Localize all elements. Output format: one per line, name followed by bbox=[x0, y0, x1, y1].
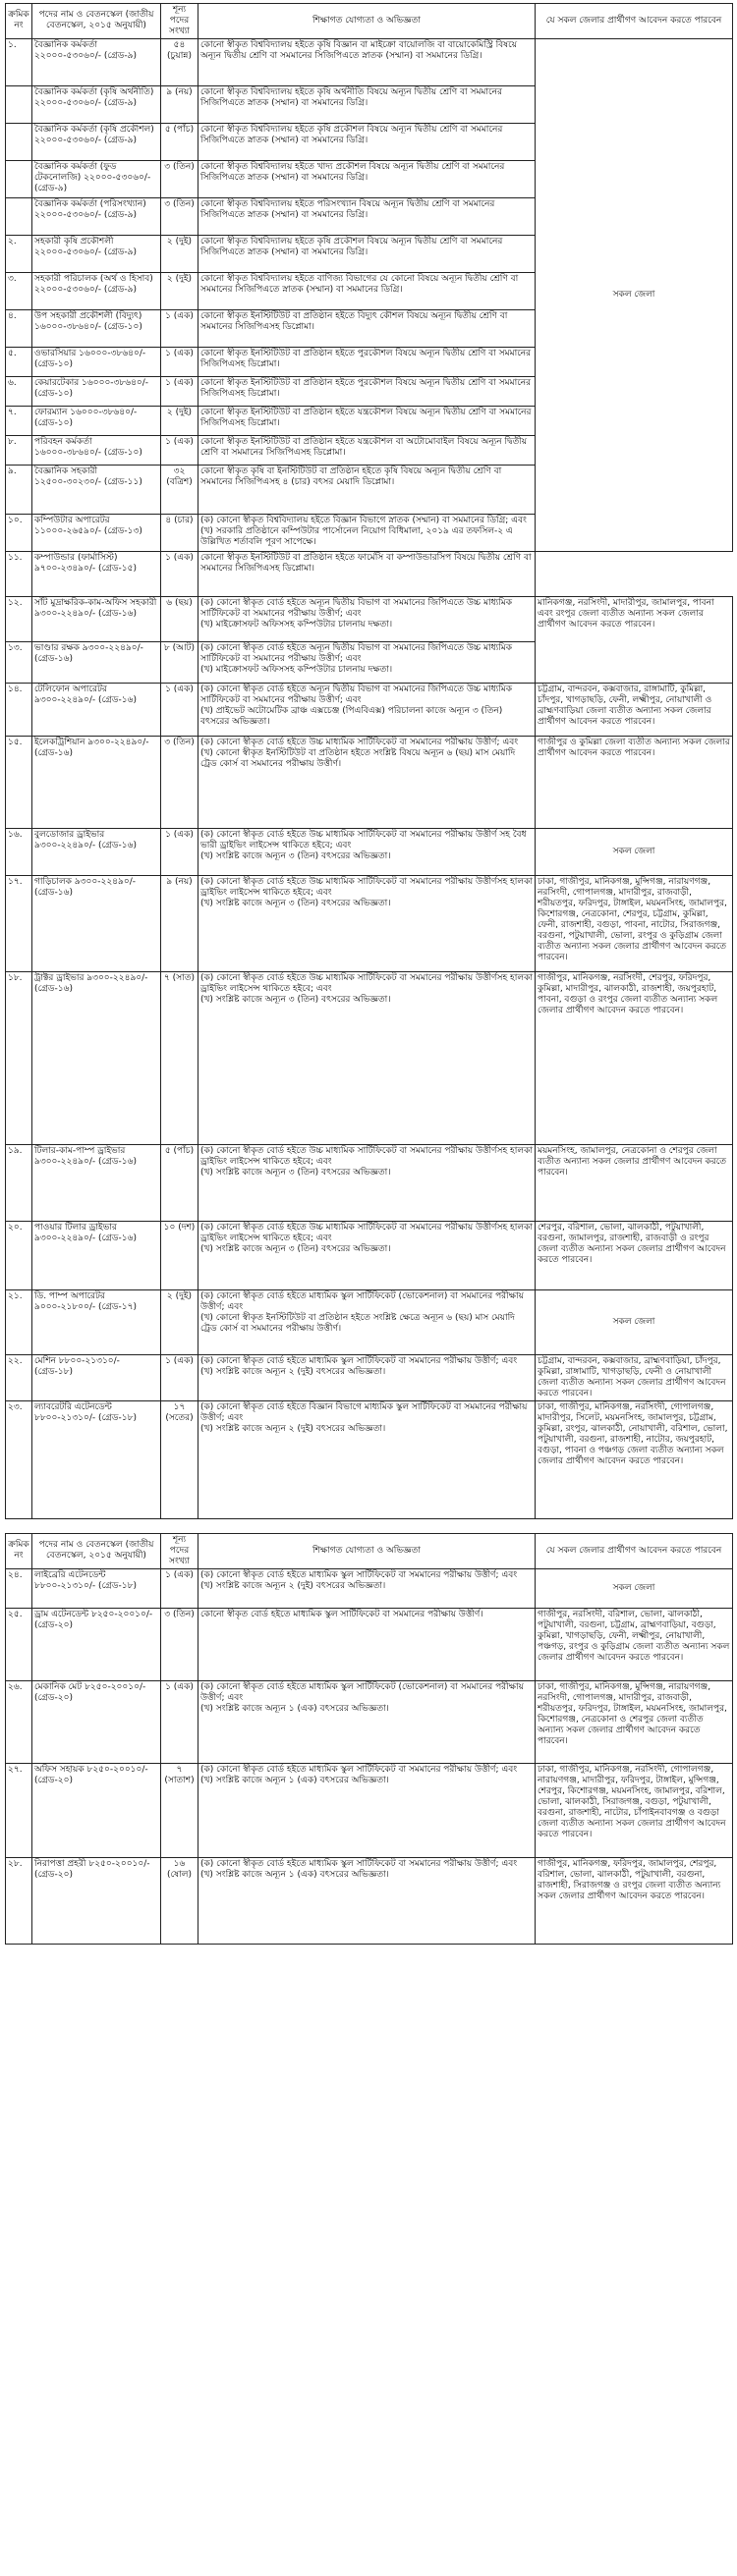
district-cell: গাজীপুর, নরসিংদী, বরিশাল, ভোলা, ঝালকাঠী, পটুয়াখালী, বরগুনা, চট্টগ্রাম, ব্রাহ্মণবাড়িয়া, বগুড়া, কুমিল্লা, খাগড়াছড়ি, ফেনী, লক্ষ্মীপুর, নোয়াখালী, পঞ্চগড়, রংপুর ও কুড়িগ্রাম জেলা ব্যতীত অন্যান্য সকল জেলার প্রার্থীগণ আবেদন করতে পারবেন। bbox=[536, 1608, 733, 1680]
qualification-cell: কোনো স্বীকৃত বিশ্ববিদ্যালয় হইতে কৃষি প্রকৌশল বিষয়ে অন্যূন দ্বিতীয় শ্রেণি বা সমমানের সিজিপিএতে স্নাতক (সম্মান) বা সমমানের ডিগ্রি। bbox=[198, 235, 536, 272]
header-serial: ক্রমিক নং bbox=[6, 4, 32, 39]
table-row bbox=[6, 596, 733, 641]
post-cell: ল্যাবরেটরি এটেনডেন্ট ৮৮০০-২১৩১০/- (গ্রেড-১৮) bbox=[32, 1400, 161, 1518]
district-cell: সকল জেলা bbox=[536, 38, 733, 551]
qualification-cell: কোনো স্বীকৃত বিশ্ববিদ্যালয় হইতে পরিসংখ্যান বিষয়ে অন্যূন দ্বিতীয় শ্রেণি বা সমমানের সিজিপিএতে স্নাতক (সম্মান) বা সমমানের ডিগ্রি। bbox=[198, 197, 536, 235]
post-cell: ইলেকট্রিশিয়ান ৯৩০০-২২৪৯০/- (গ্রেড-১৬) bbox=[32, 736, 161, 828]
count-cell: ১ (এক) bbox=[161, 309, 198, 347]
post-cell: বৈজ্ঞানিক কর্মকর্তা ২২০০০-৫৩০৬০/- (গ্রেড-৯) bbox=[32, 38, 161, 85]
post-cell: মেকানিক মেট ৮২৫০-২০০১০/- (গ্রেড-২০) bbox=[32, 1680, 161, 1763]
count-cell: ১ (এক) bbox=[161, 828, 198, 875]
header-post: পদের নাম ও বেতনস্কেল (জাতীয় বেতনস্কেল, ২০১৫ অনুযায়ী) bbox=[32, 1533, 161, 1568]
post-cell: বৈজ্ঞানিক সহকারী ১২৫০০-৩০২৩০/- (গ্রেড-১১) bbox=[32, 465, 161, 514]
qualification-cell: কোনো স্বীকৃত কৃষি বা ইনস্টিটিউট বা প্রতিষ্ঠান হইতে কৃষি বিষয়ে অন্যূন দ্বিতীয় শ্রেণি বা সমমানের সিজিপিএসহ ৪ (চার) বৎসর মেয়াদি ডিপ্লোমা। bbox=[198, 465, 536, 514]
count-cell: ৫ (পাঁচ) bbox=[161, 1144, 198, 1221]
serial-cell bbox=[6, 123, 32, 160]
qualification-cell: কোনো স্বীকৃত বিশ্ববিদ্যালয় হইতে কৃষি বিজ্ঞান বা মাইক্রো বায়োলজি বা বায়োকেমিস্ট্রি বিষয়ে অন্যূন দ্বিতীয় শ্রেণি বা সমমানের সিজিপিএতে স্নাতক (সম্মান) বা সমমানের ডিগ্রি। bbox=[198, 38, 536, 85]
table-row bbox=[6, 971, 733, 1144]
district-cell: গাজীপুর, মানিকগঞ্জ, ফরিদপুর, জামালপুর, শেরপুর, বরিশাল, ভোলা, ঝালকাঠী, পটুয়াখালী, বরগুনা, রাজশাহী, সিরাজগঞ্জ ও রংপুর জেলা ব্যতীত অন্যান্য সকল জেলার প্রার্থীগণ আবেদন করতে পারবেন। bbox=[536, 1857, 733, 1944]
recruitment-notice bbox=[5, 3, 732, 1945]
serial-cell: ১২. bbox=[6, 596, 32, 641]
serial-cell: ২. bbox=[6, 235, 32, 272]
post-cell: নিরাপত্তা প্রহরী ৮২৫০-২০০১০/- (গ্রেড-২০) bbox=[32, 1857, 161, 1944]
district-cell: গাজীপুর, মানিকগঞ্জ, নরসিংদী, শেরপুর, ফরিদপুর, কুমিল্লা, মাদারীপুর, ঝালকাঠী, রাজশাহী, জয়পুরহাট, পাবনা, বগুড়া ও রংপুর জেলা ব্যতীত অন্যান্য সকল জেলার প্রার্থীগণ আবেদন করতে পারবেন। bbox=[536, 971, 733, 1144]
count-cell: ৩ (তিন) bbox=[161, 197, 198, 235]
table-row bbox=[6, 551, 733, 596]
count-cell: ১ (এক) bbox=[161, 551, 198, 596]
district-cell: সকল জেলা bbox=[536, 1568, 733, 1608]
post-cell: সহকারী কৃষি প্রকৌশলী ২২০০০-৫৩০৬০/- (গ্রেড-৯) bbox=[32, 235, 161, 272]
post-cell: বৈজ্ঞানিক কর্মকর্তা (কৃষি অর্থনীতি) ২২০০০-৫৩০৬০/- (গ্রেড-৯) bbox=[32, 85, 161, 123]
serial-cell: ২১. bbox=[6, 1289, 32, 1354]
table-row bbox=[6, 1857, 733, 1944]
count-cell: ৫ (পাঁচ) bbox=[161, 123, 198, 160]
post-cell: ফোরম্যান ১৬০০০-৩৮৬৪০/- (গ্রেড-১০) bbox=[32, 406, 161, 435]
count-cell: ২ (দুই) bbox=[161, 1289, 198, 1354]
post-cell: লাইব্রেরি এটেনডেন্ট ৮৮০০-২১৩১০/- (গ্রেড-১৮) bbox=[32, 1568, 161, 1608]
count-cell: ১ (এক) bbox=[161, 683, 198, 736]
header-serial: ক্রমিক নং bbox=[6, 1533, 32, 1568]
qualification-cell: কোনো স্বীকৃত ইনস্টিটিউট বা প্রতিষ্ঠান হইতে ফার্মেসি বা কম্পাউন্ডারসিপ বিষয়ে দ্বিতীয় শ্রেণি বা সমমানের সিজিপিএসহ ডিপ্লোমা। bbox=[198, 551, 536, 596]
count-cell: ৬ (ছয়) bbox=[161, 596, 198, 641]
count-cell: ৩২ (বত্রিশ) bbox=[161, 465, 198, 514]
serial-cell: ৮. bbox=[6, 435, 32, 465]
page-break bbox=[5, 1519, 732, 1533]
district-cell: ঢাকা, গাজীপুর, মানিকগঞ্জ, নরসিংদী, গোপালগঞ্জ, মাদারীপুর, সিলেট, ময়মনসিংহ, জামালপুর, চট্টগ্রাম, কুমিল্লা, রংপুর, ঝালকাঠী, নোয়াখালী, বরিশাল, ভোলা, পটুয়াখালী, বরগুনা, রাজশাহী, নাটোর, জয়পুরহাট, বগুড়া, পাবনা ও পঞ্চগড় জেলা ব্যতীত অন্যান্য সকল জেলার প্রার্থীগণ আবেদন করতে পারবেন। bbox=[536, 1400, 733, 1518]
post-cell: ওভারসিয়ার ১৬০০০-৩৮৬৪০/- (গ্রেড-১০) bbox=[32, 347, 161, 376]
header-post: পদের নাম ও বেতনস্কেল (জাতীয় বেতনস্কেল, ২০১৫ অনুযায়ী) bbox=[32, 4, 161, 39]
serial-cell: ২৪. bbox=[6, 1568, 32, 1608]
qualification-cell: কোনো স্বীকৃত ইনস্টিটিউট বা প্রতিষ্ঠান হইতে পুরকৌশল বিষয়ে অন্যূন দ্বিতীয় শ্রেণি বা সমমানের সিজিপিএসহ ডিপ্লোমা। bbox=[198, 376, 536, 406]
post-cell: সহকারী পরিচালক (অর্থ ও হিসাব) ২২০০০-৫৩০৬০/- (গ্রেড-৯) bbox=[32, 272, 161, 309]
post-cell: টেলিফোন অপারেটর ৯৩০০-২২৪৯০/- (গ্রেড-১৬) bbox=[32, 683, 161, 736]
count-cell: ১ (এক) bbox=[161, 1680, 198, 1763]
qualification-cell: (ক) কোনো স্বীকৃত বোর্ড হইতে উচ্চ মাধ্যমিক সার্টিফিকেট বা সমমানের পরীক্ষায় উত্তীর্ণ; এবং (খ) কোনো স্বীকৃত ইনস্টিটিউট বা প্রতিষ্ঠান হইতে সংশ্লিষ্ট বিষয়ে অন্যূন ৬ (ছয়) মাস মেয়াদি ট্রেড কোর্স বা সমমানের পরীক্ষায় উত্তীর্ণ। bbox=[198, 736, 536, 828]
qualification-cell: (ক) কোনো স্বীকৃত বোর্ড হইতে অন্যূন দ্বিতীয় বিভাগ বা সমমানের জিপিএতে উচ্চ মাধ্যমিক সার্টিফিকেট বা সমমানের পরীক্ষায় উত্তীর্ণ; এবং (খ) প্রাইভেট অটোমেটিক ব্রাঞ্চ এক্সচেঞ্জ (পিএবিএক্স) পরিচালনা কাজে অন্যূন ৩ (তিন) বৎসরের অভিজ্ঞতা। bbox=[198, 683, 536, 736]
qualification-cell: (ক) কোনো স্বীকৃত বোর্ড হইতে বিজ্ঞান বিভাগে মাধ্যমিক স্কুল সার্টিফিকেট বা সমমানের পরীক্ষায় উত্তীর্ণ; এবং (খ) সংশ্লিষ্ট কাজে অন্যূন ২ (দুই) বৎসরের অভিজ্ঞতা। bbox=[198, 1400, 536, 1518]
table-row bbox=[6, 1221, 733, 1289]
qualification-cell: (ক) কোনো স্বীকৃত বোর্ড হইতে মাধ্যমিক স্কুল সার্টিফিকেট বা সমমানের পরীক্ষায় উত্তীর্ণ; এবং (খ) সংশ্লিষ্ট কাজে অন্যূন ২ (দুই) বৎসরের অভিজ্ঞতা। bbox=[198, 1354, 536, 1400]
district-cell: সকল জেলা bbox=[536, 1289, 733, 1354]
post-cell: উপ সহকারী প্রকৌশলী (বিদ্যুৎ) ১৬০০০-৩৮৬৪০/- (গ্রেড-১০) bbox=[32, 309, 161, 347]
header-district: যে সকল জেলার প্রার্থীগণ আবেদন করতে পারবেন bbox=[536, 4, 733, 39]
vacancy-table-2-body bbox=[6, 1568, 733, 1944]
table-row bbox=[6, 1680, 733, 1763]
serial-cell: ৯. bbox=[6, 465, 32, 514]
table-row bbox=[6, 1608, 733, 1680]
vacancy-table-1-body bbox=[6, 38, 733, 1518]
serial-cell: ২৫. bbox=[6, 1608, 32, 1680]
qualification-cell: (ক) কোনো স্বীকৃত বোর্ড হইতে মাধ্যমিক স্কুল সার্টিফিকেট বা সমমানের পরীক্ষায় উত্তীর্ণ; এবং (খ) সংশ্লিষ্ট কাজে অন্যূন ১ (এক) বৎসরের অভিজ্ঞতা। bbox=[198, 1857, 536, 1944]
post-cell: গাড়িচালক ৯৩০০-২২৪৯০/- (গ্রেড-১৬) bbox=[32, 875, 161, 971]
serial-cell: ২৭. bbox=[6, 1763, 32, 1857]
count-cell: ৩ (তিন) bbox=[161, 160, 198, 197]
header-qualification: শিক্ষাগত যোগ্যতা ও অভিজ্ঞতা bbox=[198, 4, 536, 39]
serial-cell: ১. bbox=[6, 38, 32, 85]
vacancy-table-1 bbox=[5, 3, 733, 1519]
post-cell: ড্রাম এটেনডেন্ট ৮২৫০-২০০১০/- (গ্রেড-২০) bbox=[32, 1608, 161, 1680]
serial-cell: ১৬. bbox=[6, 828, 32, 875]
table-row bbox=[6, 1568, 733, 1608]
qualification-cell: কোনো স্বীকৃত ইনস্টিটিউট বা প্রতিষ্ঠান হইতে পুরকৌশল বিষয়ে অন্যূন দ্বিতীয় শ্রেণি বা সমমানের সিজিপিএসহ ডিপ্লোমা। bbox=[198, 347, 536, 376]
header-count: শূন্য পদের সংখ্যা bbox=[161, 1533, 198, 1568]
qualification-cell: (ক) কোনো স্বীকৃত বোর্ড হইতে মাধ্যমিক স্কুল সার্টিফিকেট (ভোকেশনাল) বা সমমানের পরীক্ষায় উত্তীর্ণ; এবং (খ) সংশ্লিষ্ট কাজে অন্যূন ১ (এক) বৎসরের অভিজ্ঞতা। bbox=[198, 1680, 536, 1763]
post-cell: কম্পিউটার অপারেটর ১১০০০-২৬৫৯০/- (গ্রেড-১৩) bbox=[32, 514, 161, 551]
count-cell: ২ (দুই) bbox=[161, 406, 198, 435]
serial-cell: ৩. bbox=[6, 272, 32, 309]
post-cell: কেয়ারটেকার ১৬০০০-৩৮৬৪০/- (গ্রেড-১০) bbox=[32, 376, 161, 406]
post-cell: বৈজ্ঞানিক কর্মকর্তা (পরিসংখ্যান) ২২০০০-৫৩০৬০/- (গ্রেড-৯) bbox=[32, 197, 161, 235]
qualification-cell: (ক) কোনো স্বীকৃত বোর্ড হইতে অন্যূন দ্বিতীয় বিভাগ বা সমমানের জিপিএতে উচ্চ মাধ্যমিক সার্টিফিকেট বা সমমানের পরীক্ষায় উত্তীর্ণ; এবং (খ) মাইক্রোসফট অফিসসহ কম্পিউটার চালনায় দক্ষতা। bbox=[198, 641, 536, 683]
table-row bbox=[6, 875, 733, 971]
count-cell: ৯ (নয়) bbox=[161, 875, 198, 971]
qualification-cell: (ক) কোনো স্বীকৃত বোর্ড হইতে উচ্চ মাধ্যমিক সার্টিফিকেট বা সমমানের পরীক্ষায় উত্তীর্ণসহ হালকা ড্রাইভিং লাইসেন্স থাকিতে হইবে; এবং (খ) সংশ্লিষ্ট কাজে অন্যূন ৩ (তিন) বৎসরের অভিজ্ঞতা। bbox=[198, 1221, 536, 1289]
table-row bbox=[6, 1763, 733, 1857]
post-cell: পাওয়ার টিলার ড্রাইভার ৯৩০০-২২৪৯০/- (গ্রেড-১৬) bbox=[32, 1221, 161, 1289]
table-row bbox=[6, 1354, 733, 1400]
district-cell: ঢাকা, গাজীপুর, মানিকগঞ্জ, মুন্সিগঞ্জ, নারায়ণগঞ্জ, নরসিংদী, গোপালগঞ্জ, মাদারীপুর, রাজবাড়ী, শরীয়তপুর, ফরিদপুর, টাঙ্গাইল, ময়মনসিংহ, জামালপুর, কিশোরগঞ্জ, নেত্রকোনা ও শেরপুর জেলা ব্যতীত অন্যান্য সকল জেলার প্রার্থীগণ আবেদন করতে পারবেন। bbox=[536, 1680, 733, 1763]
table-row bbox=[6, 683, 733, 736]
count-cell: ৮ (আট) bbox=[161, 641, 198, 683]
post-cell: ভাণ্ডার রক্ষক ৯৩০০-২২৪৯০/- (গ্রেড-১৬) bbox=[32, 641, 161, 683]
qualification-cell: (ক) কোনো স্বীকৃত বোর্ড হইতে মাধ্যমিক স্কুল সার্টিফিকেট বা সমমানের পরীক্ষায় উত্তীর্ণ; এবং (খ) সংশ্লিষ্ট কাজে অন্যূন ২ (দুই) বৎসরের অভিজ্ঞতা। bbox=[198, 1568, 536, 1608]
qualification-cell: (ক) কোনো স্বীকৃত বোর্ড হইতে উচ্চ মাধ্যমিক সার্টিফিকেট বা সমমানের পরীক্ষায় উত্তীর্ণসহ হালকা ড্রাইভিং লাইসেন্স থাকিতে হইবে; এবং (খ) সংশ্লিষ্ট কাজে অন্যূন ৩ (তিন) বৎসরের অভিজ্ঞতা। bbox=[198, 1144, 536, 1221]
qualification-cell: কোনো স্বীকৃত বিশ্ববিদ্যালয় হইতে কৃষি অর্থনীতি বিষয়ে অন্যূন দ্বিতীয় শ্রেণি বা সমমানের সিজিপিএতে স্নাতক (সম্মান) বা সমমানের ডিগ্রি। bbox=[198, 85, 536, 123]
qualification-cell: (ক) কোনো স্বীকৃত বিশ্ববিদ্যালয় হইতে বিজ্ঞান বিভাগে স্নাতক (সম্মান) বা সমমানের ডিগ্রি; এবং (খ) সরকারি প্রতিষ্ঠানে কম্পিউটার পার্সোনেল নিয়োগ বিধিমালা, ২০১৯ এর তফসিল-২ এ উল্লিখিত শর্তাবলি পূরণ সাপেক্ষে। bbox=[198, 514, 536, 551]
serial-cell: ২৬. bbox=[6, 1680, 32, 1763]
qualification-cell: কোনো স্বীকৃত বিশ্ববিদ্যালয় হইতে খাদ্য প্রকৌশল বিষয়ে অন্যূন দ্বিতীয় শ্রেণি বা সমমানের সিজিপিএতে স্নাতক (সম্মান) বা সমমানের ডিগ্রি। bbox=[198, 160, 536, 197]
table-row bbox=[6, 1144, 733, 1221]
serial-cell: ১৪. bbox=[6, 683, 32, 736]
district-cell: ময়মনসিংহ, জামালপুর, নেত্রকোনা ও শেরপুর জেলা ব্যতীত অন্যান্য সকল জেলার প্রার্থীগণ আবেদন করতে পারবেন। bbox=[536, 1144, 733, 1221]
post-cell: বৈজ্ঞানিক কর্মকর্তা (কৃষি প্রকৌশল) ২২০০০-৫৩০৬০/- (গ্রেড-৯) bbox=[32, 123, 161, 160]
count-cell: ১ (এক) bbox=[161, 347, 198, 376]
post-cell: সাঁট মুদ্রাক্ষরিক-কাম-অফিস সহকারী ৯৩০০-২২৪৯০/- (গ্রেড-১৬) bbox=[32, 596, 161, 641]
qualification-cell: (ক) কোনো স্বীকৃত বোর্ড হইতে অন্যূন দ্বিতীয় বিভাগ বা সমমানের জিপিএতে উচ্চ মাধ্যমিক সার্টিফিকেট বা সমমানের পরীক্ষায় উত্তীর্ণ; এবং (খ) মাইক্রোসফট অফিসসহ কম্পিউটার চালনায় দক্ষতা। bbox=[198, 596, 536, 641]
count-cell: ৭ (সাতাশ) bbox=[161, 1763, 198, 1857]
serial-cell: ১৫. bbox=[6, 736, 32, 828]
table-row bbox=[6, 828, 733, 875]
district-cell: ঢাকা, গাজীপুর, মানিকগঞ্জ, মুন্সিগঞ্জ, নারায়ণগঞ্জ, নরসিংদী, গোপালগঞ্জ, মাদারীপুর, রাজবাড়ী, শরীয়তপুর, ফরিদপুর, টাঙ্গাইল, ময়মনসিংহ, জামালপুর, কিশোরগঞ্জ, নেত্রকোনা, শেরপুর, চট্টগ্রাম, কুমিল্লা, ফেনী, রাজশাহী, বগুড়া, পাবনা, নাটোর, সিরাজগঞ্জ, বরগুনা, পটুয়াখালী, ভোলা, রংপুর ও কুড়িগ্রাম জেলা ব্যতীত অন্যান্য সকল জেলার প্রার্থীগণ আবেদন করতে পারবেন। bbox=[536, 875, 733, 971]
serial-cell: ৭. bbox=[6, 406, 32, 435]
qualification-cell: কোনো স্বীকৃত বোর্ড হইতে মাধ্যমিক স্কুল সার্টিফিকেট বা সমমানের পরীক্ষায় উত্তীর্ণ। bbox=[198, 1608, 536, 1680]
header-qualification: শিক্ষাগত যোগ্যতা ও অভিজ্ঞতা bbox=[198, 1533, 536, 1568]
qualification-cell: কোনো স্বীকৃত ইনস্টিটিউট বা প্রতিষ্ঠান হইতে বিদ্যুৎ কৌশল বিষয়ে অন্যূন দ্বিতীয় শ্রেণি বা সমমানের সিজিপিএসহ ডিপ্লোমা। bbox=[198, 309, 536, 347]
qualification-cell: (ক) কোনো স্বীকৃত বোর্ড হইতে মাধ্যমিক স্কুল সার্টিফিকেট বা সমমানের পরীক্ষায় উত্তীর্ণ; এবং (খ) সংশ্লিষ্ট কাজে অন্যূন ১ (এক) বৎসরের অভিজ্ঞতা। bbox=[198, 1763, 536, 1857]
post-cell: কম্পাউন্ডার (ফার্মাসিস্ট) ৯৭০০-২৩৪৯০/- (গ্রেড-১৫) bbox=[32, 551, 161, 596]
post-cell: বৈজ্ঞানিক কর্মকর্তা (ফুড টেকনোলজি) ২২০০০-৫৩০৬০/- (গ্রেড-৯) bbox=[32, 160, 161, 197]
count-cell: ১০ (দশ) bbox=[161, 1221, 198, 1289]
post-cell: মেশিন ৮৮০০-২১৩১০/- (গ্রেড-১৮) bbox=[32, 1354, 161, 1400]
qualification-cell: (ক) কোনো স্বীকৃত বোর্ড হইতে উচ্চ মাধ্যমিক সার্টিফিকেট বা সমমানের পরীক্ষায় উত্তীর্ণসহ হালকা ড্রাইভিং লাইসেন্স থাকিতে হইবে; এবং (খ) সংশ্লিষ্ট কাজে অন্যূন ৩ (তিন) বৎসরের অভিজ্ঞতা। bbox=[198, 875, 536, 971]
serial-cell: ১৮. bbox=[6, 971, 32, 1144]
serial-cell: ১০. bbox=[6, 514, 32, 551]
qualification-cell: কোনো স্বীকৃত বিশ্ববিদ্যালয় হইতে কৃষি প্রকৌশল বিষয়ে অন্যূন দ্বিতীয় শ্রেণি বা সমমানের সিজিপিএতে স্নাতক (সম্মান) বা সমমানের ডিগ্রি। bbox=[198, 123, 536, 160]
count-cell: ১ (এক) bbox=[161, 376, 198, 406]
serial-cell: ২৩. bbox=[6, 1400, 32, 1518]
count-cell: ৪ (চার) bbox=[161, 514, 198, 551]
district-cell: মানিকগঞ্জ, নরসিংদী, মাদারীপুর, জামালপুর, পাবনা এবং রংপুর জেলা ব্যতীত অন্যান্য সকল জেলার প্রার্থীগণ আবেদন করতে পারবেন। bbox=[536, 596, 733, 683]
post-cell: ট্রাক্টর ড্রাইভার ৯৩০০-২২৪৯০/- (গ্রেড-১৬) bbox=[32, 971, 161, 1144]
serial-cell: ২৮. bbox=[6, 1857, 32, 1944]
count-cell: ৯ (নয়) bbox=[161, 85, 198, 123]
serial-cell: ৪. bbox=[6, 309, 32, 347]
qualification-cell: কোনো স্বীকৃত ইনস্টিটিউট বা প্রতিষ্ঠান হইতে যন্ত্রকৌশল বিষয়ে অন্যূন দ্বিতীয় শ্রেণি বা সমমানের সিজিপিএসহ ডিপ্লোমা। bbox=[198, 406, 536, 435]
header-district: যে সকল জেলার প্রার্থীগণ আবেদন করতে পারবেন bbox=[536, 1533, 733, 1568]
serial-cell: ২২. bbox=[6, 1354, 32, 1400]
district-cell: চট্টগ্রাম, বান্দরবন, কক্সবাজার, ব্রাহ্মণবাড়িয়া, চাঁদপুর, কুমিল্লা, রাঙ্গামাটি, খাগড়াছড়ি, ফেনী ও নোয়াখালী জেলা ব্যতীত অন্যান্য সকল জেলার প্রার্থীগণ আবেদন করতে পারবেন। bbox=[536, 1354, 733, 1400]
count-cell: ৫৪ (চুয়ান্ন) bbox=[161, 38, 198, 85]
qualification-cell: (ক) কোনো স্বীকৃত বোর্ড হইতে মাধ্যমিক স্কুল সার্টিফিকেট (ভোকেশনাল) বা সমমানের পরীক্ষায় উত্তীর্ণ; এবং (খ) কোনো স্বীকৃত ইনস্টিটিউট বা প্রতিষ্ঠান হইতে সংশ্লিষ্ট ক্ষেত্রে অন্যূন ৬ (ছয়) মাস মেয়াদি ট্রেড কোর্স বা সমমানের পরীক্ষায় উত্তীর্ণ। bbox=[198, 1289, 536, 1354]
count-cell: ১৬ (ষোল) bbox=[161, 1857, 198, 1944]
count-cell: ৭ (সাত) bbox=[161, 971, 198, 1144]
table-row bbox=[6, 1400, 733, 1518]
serial-cell: ১৭. bbox=[6, 875, 32, 971]
post-cell: বুলডোজার ড্রাইভার ৯৩০০-২২৪৯০/- (গ্রেড-১৬) bbox=[32, 828, 161, 875]
serial-cell bbox=[6, 85, 32, 123]
count-cell: ১ (এক) bbox=[161, 1568, 198, 1608]
count-cell: ২ (দুই) bbox=[161, 235, 198, 272]
header-count: শূন্য পদের সংখ্যা bbox=[161, 4, 198, 39]
count-cell: ২ (দুই) bbox=[161, 272, 198, 309]
vacancy-table-2 bbox=[5, 1533, 733, 1945]
count-cell: ৩ (তিন) bbox=[161, 1608, 198, 1680]
serial-cell bbox=[6, 160, 32, 197]
post-cell: টিলার-কাম-পাম্প ড্রাইভার ৯৩০০-২২৪৯০/- (গ্রেড-১৬) bbox=[32, 1144, 161, 1221]
qualification-cell: কোনো স্বীকৃত বিশ্ববিদ্যালয় হইতে বাণিজ্য বিভাগের যে কোনো বিষয়ে অন্যূন দ্বিতীয় শ্রেণি বা সমমানের সিজিপিএতে স্নাতক (সম্মান) বা সমমানের ডিগ্রি। bbox=[198, 272, 536, 309]
qualification-cell: কোনো স্বীকৃত ইনস্টিটিউট বা প্রতিষ্ঠান হইতে যন্ত্রকৌশল বা অটোমোবাইল বিষয়ে অন্যূন দ্বিতীয় শ্রেণি বা সমমানের সিজিপিএসহ ডিপ্লোমা। bbox=[198, 435, 536, 465]
district-cell: সকল জেলা bbox=[536, 828, 733, 875]
post-cell: ডি. পাম্প অপারেটর ৯০০০-২১৮০০/- (গ্রেড-১৭) bbox=[32, 1289, 161, 1354]
serial-cell: ২০. bbox=[6, 1221, 32, 1289]
post-cell: অফিস সহায়ক ৮২৫০-২০০১০/- (গ্রেড-২০) bbox=[32, 1763, 161, 1857]
serial-cell: ১১. bbox=[6, 551, 32, 596]
district-cell: শেরপুর, বরিশাল, ভোলা, ঝালকাঠী, পটুয়াখালী, বরগুনা, জামালপুর, রাজশাহী, রাজবাড়ী ও রংপুর জেলা ব্যতীত অন্যান্য সকল জেলার প্রার্থীগণ আবেদন করতে পারবেন। bbox=[536, 1221, 733, 1289]
district-cell: ঢাকা, গাজীপুর, মানিকগঞ্জ, নরসিংদী, গোপালগঞ্জ, নারায়ণগঞ্জ, মাদারীপুর, ফরিদপুর, টাঙ্গাইল, মুন্সিগঞ্জ, শেরপুর, কিশোরগঞ্জ, ময়মনসিংহ, জামালপুর, বরিশাল, ভোলা, ঝালকাঠী, সিরাজগঞ্জ, বগুড়া, পটুয়াখালী, বরগুনা, রাজশাহী, নাটোর, চাঁপাইনবাবগঞ্জ ও বগুড়া জেলা ব্যতীত অন্যান্য সকল জেলার প্রার্থীগণ আবেদন করতে পারবেন। bbox=[536, 1763, 733, 1857]
count-cell: ১ (এক) bbox=[161, 1354, 198, 1400]
serial-cell: ৫. bbox=[6, 347, 32, 376]
district-cell: চট্টগ্রাম, বান্দরবন, কক্সবাজার, রাঙ্গামাটি, কুমিল্লা, চাঁদপুর, খাগড়াছড়ি, ফেনী, লক্ষ্মীপুর, নোয়াখালী ও ব্রাহ্মণবাড়িয়া জেলা ব্যতীত অন্যান্য সকল জেলার প্রার্থীগণ আবেদন করতে পারবেন। bbox=[536, 683, 733, 736]
serial-cell: ১৯. bbox=[6, 1144, 32, 1221]
post-cell: পরিবহন কর্মকর্তা ১৬০০০-৩৮৬৪০/- (গ্রেড-১০) bbox=[32, 435, 161, 465]
count-cell: ১৭ (সতের) bbox=[161, 1400, 198, 1518]
table-header-row bbox=[6, 1533, 733, 1568]
serial-cell: ১৩. bbox=[6, 641, 32, 683]
table-row bbox=[6, 1289, 733, 1354]
serial-cell bbox=[6, 197, 32, 235]
serial-cell: ৬. bbox=[6, 376, 32, 406]
count-cell: ১ (এক) bbox=[161, 435, 198, 465]
table-row bbox=[6, 736, 733, 828]
qualification-cell: (ক) কোনো স্বীকৃত বোর্ড হইতে উচ্চ মাধ্যমিক সার্টিফিকেট বা সমমানের পরীক্ষায় উত্তীর্ণসহ হালকা ড্রাইভিং লাইসেন্স থাকিতে হইবে; এবং (খ) সংশ্লিষ্ট কাজে অন্যূন ৩ (তিন) বৎসরের অভিজ্ঞতা। bbox=[198, 971, 536, 1144]
table-row bbox=[6, 38, 733, 85]
count-cell: ৩ (তিন) bbox=[161, 736, 198, 828]
table-header-row bbox=[6, 4, 733, 39]
district-cell: গাজীপুর ও কুমিল্লা জেলা ব্যতীত অন্যান্য সকল জেলার প্রার্থীগণ আবেদন করতে পারবেন। bbox=[536, 736, 733, 828]
qualification-cell: (ক) কোনো স্বীকৃত বোর্ড হইতে উচ্চ মাধ্যমিক সার্টিফিকেট বা সমমানের পরীক্ষায় উত্তীর্ণ সহ বৈধ ভারী ড্রাইভিং লাইসেন্স থাকিতে হইবে; এবং (খ) সংশ্লিষ্ট কাজে অন্যূন ৩ (তিন) বৎসরের অভিজ্ঞতা। bbox=[198, 828, 536, 875]
